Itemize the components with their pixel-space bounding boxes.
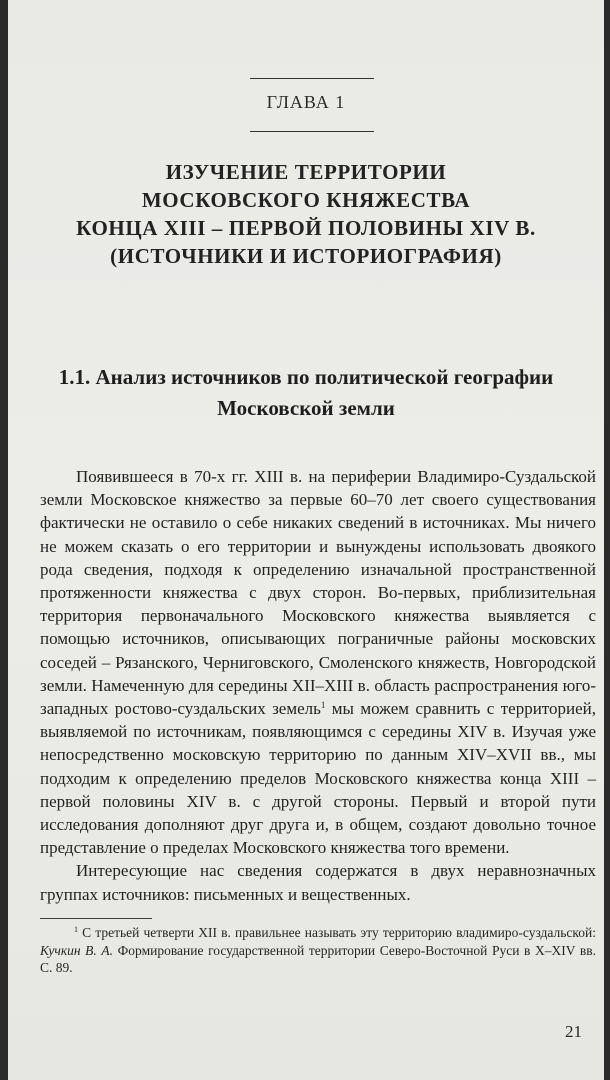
chapter-heading: ГЛАВА 1	[266, 92, 346, 112]
footnote-reference: 1	[320, 700, 326, 711]
chapter-rule-top	[250, 78, 374, 79]
chapter-title	[28, 158, 584, 270]
section-line: Московской земли	[217, 396, 395, 420]
paragraph-1-continuation: мы можем сравнить с территорией, выявляемой по источникам, появляющимся с середины XIV в. Изучая уже непосредственно московскую территорию по данным XIV–XVII вв., мы подходим к определению пределов Московского княжества конца XIII – первой половины XIV в. с другой стороны. Первый и второй пути исследования дополняют друг друга и, в общем, создают довольно точное представление о пределах Московского княжества того времени.	[40, 699, 596, 858]
page-number: 21	[565, 1022, 582, 1041]
title-line: КОНЦА XIII – ПЕРВОЙ ПОЛОВИНЫ XIV В.	[76, 216, 536, 240]
footnote-text-start: С третьей четверти XII в. правильнее называть эту территорию владимиро-суздальской:	[78, 925, 596, 940]
paragraph-2: Интересующие нас сведения содержатся в двух неравнозначных группах источников: письменных и вещественных.	[40, 861, 596, 904]
title-line: (ИСТОЧНИКИ И ИСТОРИОГРАФИЯ)	[110, 244, 502, 268]
paragraph-1	[40, 465, 596, 859]
paragraph-1-text: Появившееся в 70-х гг. XIII в. на периферии Владимиро-Суздальской земли Московское княжество за первые 60–70 лет своего существования фактически не оставило о себе никаких сведений в источниках. Мы ничего не можем сказать о его территории и вынуждены использовать двоякого рода сведения, подходя к определению изначальной пространственной протяженности княжества с двух сторон. Во-первых, приблизительная территория первоначального Московского княжества выявляется с помощью источников, описывающих пограничные районы московских соседей – Рязанского, Черниговского, Смоленского княжеств, Новгородской земли. Намеченную для середины XII–XIII в. область распространения юго-западных ростово-суздальских земель	[40, 467, 596, 719]
title-line: МОСКОВСКОГО КНЯЖЕСТВА	[141, 188, 471, 212]
title-line: ИЗУЧЕНИЕ ТЕРРИТОРИИ	[165, 160, 447, 184]
footnote-marker: 1	[74, 925, 78, 934]
chapter-rule-bottom	[250, 131, 374, 132]
footnote-text-end: Формирование государственной территории Северо-Восточной Руси в X–XIV вв. С. 89.	[40, 942, 596, 975]
section-line: 1.1. Анализ источников по политической географии	[58, 365, 554, 389]
footnote-author: Кучкин В. А.	[40, 942, 114, 958]
book-page	[8, 0, 604, 1080]
footnote-divider	[40, 918, 152, 919]
footnote	[40, 924, 596, 977]
section-heading	[30, 362, 582, 424]
footnote-paragraph	[40, 924, 596, 977]
body-text	[40, 465, 596, 906]
